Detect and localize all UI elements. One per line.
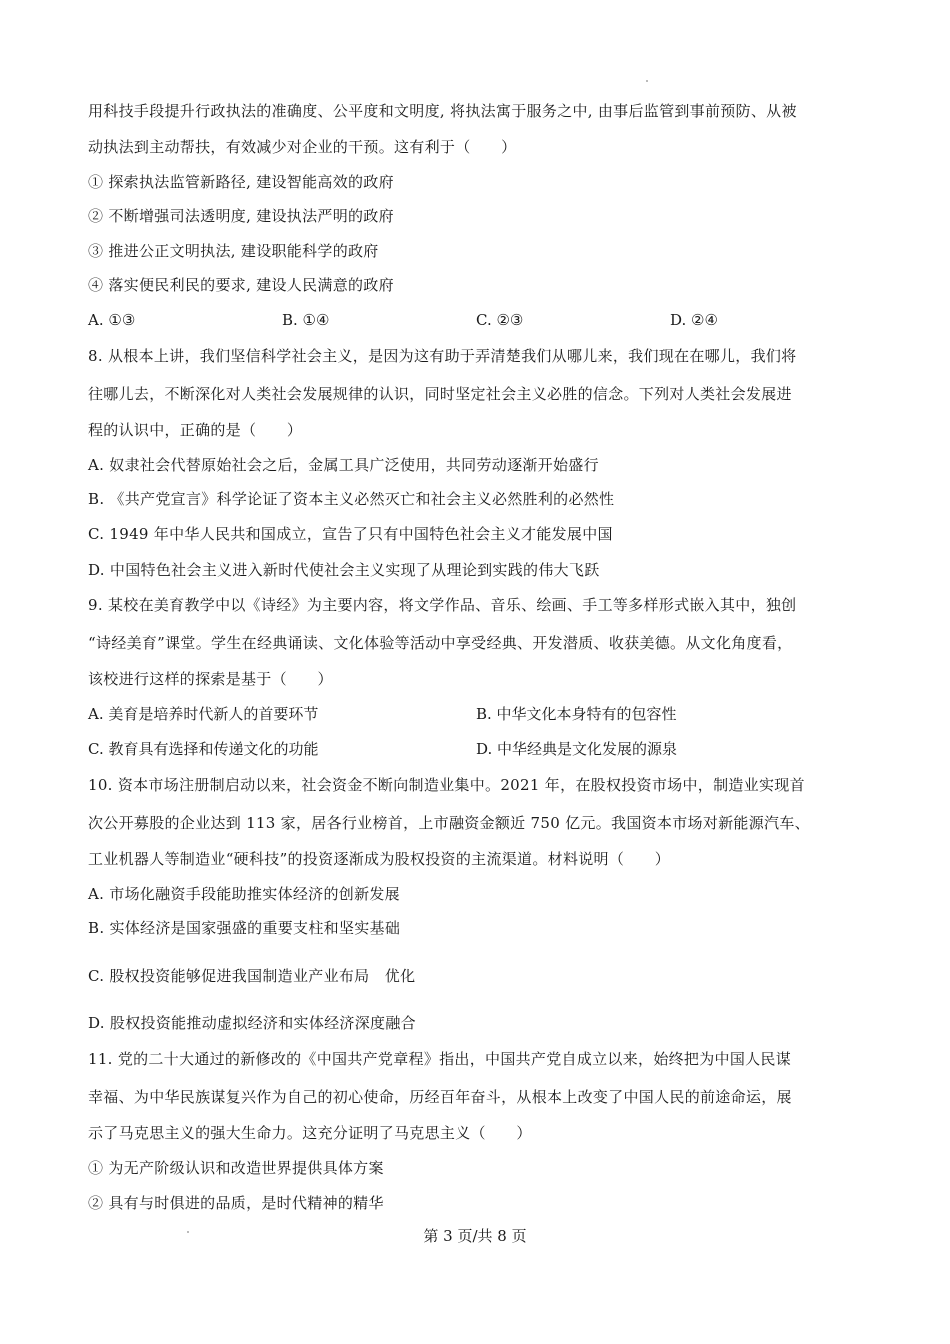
q11-stem-line-3: 示了马克思主义的强大生命力。这充分证明了马克思主义（ ） [88, 1124, 532, 1142]
q7-item-1: ① 探索执法监管新路径, 建设智能高效的政府 [88, 173, 394, 191]
q7-item-3: ③ 推进公正文明执法, 建设职能科学的政府 [88, 242, 379, 260]
q10-option-a: A. 市场化融资手段能助推实体经济的创新发展 [88, 885, 400, 903]
q7-item-4: ④ 落实便民利民的要求, 建设人民满意的政府 [88, 276, 394, 294]
q9-option-d: D. 中华经典是文化发展的源泉 [476, 740, 678, 758]
q11-stem-line-1: 11. 党的二十大通过的新修改的《中国共产党章程》指出，中国共产党自成立以来，始终把为中国人民谋 [88, 1050, 792, 1068]
q7-stem-line-1: 用科技手段提升行政执法的准确度、公平度和文明度, 将执法寓于服务之中, 由事后监管到事前预防、从被 [88, 102, 797, 120]
page-number: 第 3 页/共 8 页 [423, 1227, 527, 1245]
q11-stem-line-2: 幸福、为中华民族谋复兴作为自己的初心使命，历经百年奋斗，从根本上改变了中国人民的前途命运，展 [88, 1088, 792, 1106]
q10-option-d: D. 股权投资能推动虚拟经济和实体经济深度融合 [88, 1014, 416, 1032]
q7-option-d: D. ②④ [670, 311, 718, 329]
q7-option-b: B. ①④ [282, 311, 330, 329]
q8-option-d: D. 中国特色社会主义进入新时代使社会主义实现了从理论到实践的伟大飞跃 [88, 561, 600, 579]
q7-option-c: C. ②③ [476, 311, 524, 329]
q9-stem-line-1: 9. 某校在美育教学中以《诗经》为主要内容，将文学作品、音乐、绘画、手工等多样形式嵌入其中，独创 [88, 596, 797, 614]
q9-option-c: C. 教育具有选择和传递文化的功能 [88, 740, 319, 758]
q9-stem-line-2: “诗经美育”课堂。学生在经典诵读、文化体验等活动中享受经典、开发潜质、收获美德。从文化角度看， [88, 634, 793, 652]
q8-stem-line-2: 往哪儿去，不断深化对人类社会发展规律的认识，同时坚定社会主义必胜的信念。下列对人类社会发展进 [88, 385, 792, 403]
q8-stem-line-1: 8. 从根本上讲，我们坚信科学社会主义，是因为这有助于弄清楚我们从哪儿来，我们现在在哪儿，我们将 [88, 347, 797, 365]
q8-option-a: A. 奴隶社会代替原始社会之后，金属工具广泛使用，共同劳动逐渐开始盛行 [88, 456, 599, 474]
q10-stem-line-3: 工业机器人等制造业“硬科技”的投资逐渐成为股权投资的主流渠道。材料说明（ ） [88, 850, 671, 868]
scan-speck-top [646, 80, 648, 82]
q7-item-2: ② 不断增强司法透明度, 建设执法严明的政府 [88, 207, 394, 225]
q10-stem-line-1: 10. 资本市场注册制启动以来，社会资金不断向制造业集中。2021 年，在股权投资市场中，制造业实现首 [88, 776, 805, 794]
q11-item-2: ② 具有与时俱进的品质，是时代精神的精华 [88, 1194, 384, 1212]
q10-stem-line-2: 次公开募股的企业达到 113 家，居各行业榜首，上市融资金额近 750 亿元。我国资本市场对新能源汽车、 [88, 814, 810, 832]
q11-item-1: ① 为无产阶级认识和改造世界提供具体方案 [88, 1159, 384, 1177]
q9-option-b: B. 中华文化本身特有的包容性 [476, 705, 677, 723]
q8-stem-line-3: 程的认识中，正确的是（ ） [88, 421, 303, 439]
q10-option-c: C. 股权投资能够促进我国制造业产业布局 优化 [88, 967, 416, 985]
q10-option-b: B. 实体经济是国家强盛的重要支柱和坚实基础 [88, 919, 401, 937]
q8-option-b: B. 《共产党宣言》科学论证了资本主义必然灭亡和社会主义必然胜利的必然性 [88, 490, 615, 508]
q7-stem-line-2: 动执法到主动帮扶，有效减少对企业的干预。这有利于（ ） [88, 138, 517, 156]
q9-stem-line-3: 该校进行这样的探索是基于（ ） [88, 670, 333, 688]
q9-option-a: A. 美育是培养时代新人的首要环节 [88, 705, 319, 723]
q7-option-a: A. ①③ [88, 311, 136, 329]
q8-option-c: C. 1949 年中华人民共和国成立，宣告了只有中国特色社会主义才能发展中国 [88, 525, 613, 543]
